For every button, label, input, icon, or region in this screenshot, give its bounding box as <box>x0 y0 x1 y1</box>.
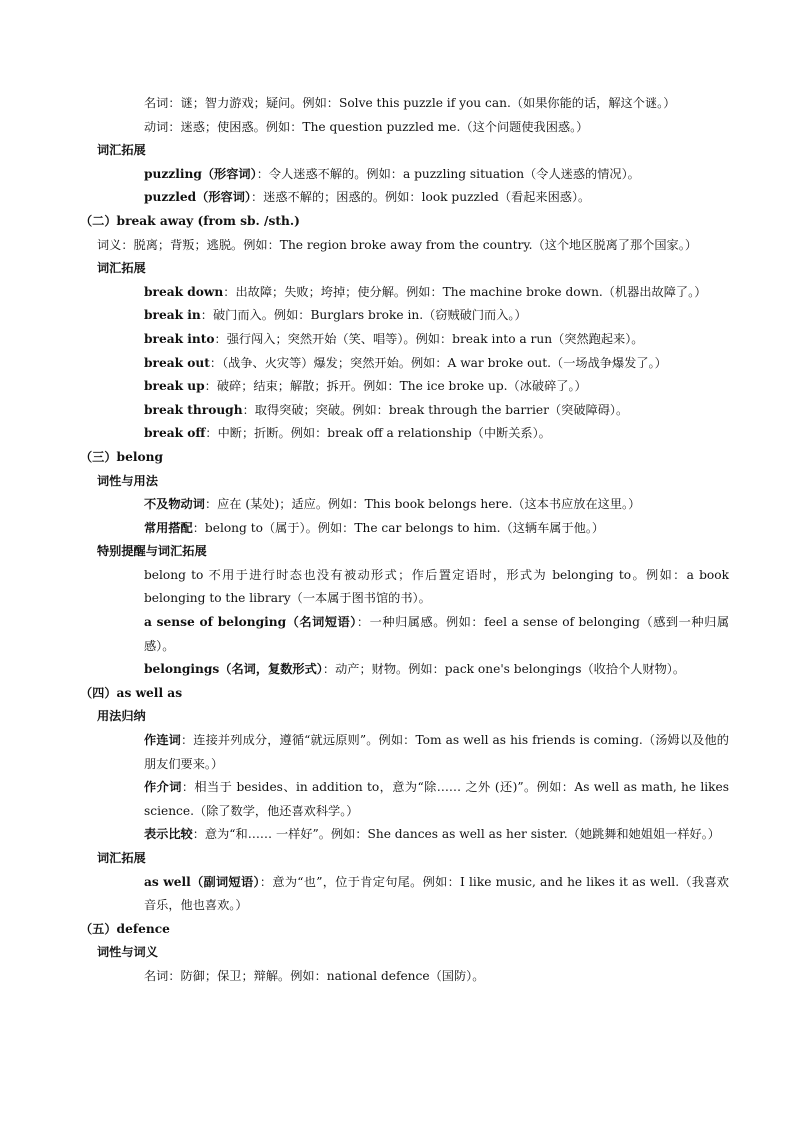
entry-term: break down <box>144 284 224 299</box>
entry-term: puzzled（形容词） <box>144 190 251 205</box>
entry-line <box>0 92 794 116</box>
definition-line: 词义：脱离；背叛；逃脱。例如：The region broke away from the country.（这个地区脱离了那个国家。） <box>97 237 698 252</box>
entry-text: ：破碎；结束；解散；拆开。例如：The ice broke up.（冰破碎了。） <box>204 379 587 394</box>
entry-text: 动词：迷惑；使困惑。例如：The question puzzled me.（这个问题使我困惑。） <box>144 119 589 134</box>
entry-term: 作连词 <box>144 733 181 748</box>
entry-line <box>0 281 794 305</box>
entry-line <box>0 186 794 210</box>
entry-line <box>0 375 794 399</box>
entry-text: ：一种归属感。例如：feel a sense of belonging（感到一种归属感）。 <box>144 615 730 653</box>
entry-line <box>0 399 794 423</box>
entry-text: ：belong to（属于）。例如：The car belongs to him.（这辆车属于他。） <box>192 520 605 535</box>
entry-line <box>0 352 794 376</box>
entry-line <box>0 163 794 187</box>
entry-text: ：令人迷惑不解的。例如：a puzzling situation（令人迷惑的情况）。 <box>256 166 640 181</box>
section-heading: （五）defence <box>80 921 170 936</box>
entry-term: a sense of belonging（名词短语） <box>144 615 357 630</box>
entry-line <box>0 658 794 682</box>
entry-term: belongings（名词，复数形式） <box>144 662 323 677</box>
entry-term: break in <box>144 308 201 323</box>
document-page <box>0 92 794 989</box>
entry-text: 名词：谜；智力游戏；疑问。例如：Solve this puzzle if you can.（如果你能的话，解这个谜。） <box>144 96 676 110</box>
subsection-heading: 词汇拓展 <box>97 851 146 865</box>
subsection-heading: 词汇拓展 <box>97 261 146 276</box>
subsection-heading: 词性与用法 <box>97 473 158 488</box>
entry-text: ：取得突破；突破。例如：break through the barrier（突破障碍）。 <box>242 402 629 417</box>
entry-line <box>0 493 794 517</box>
section-heading: （三）belong <box>80 449 163 464</box>
subsection-heading: 用法归纳 <box>97 709 146 724</box>
entry-text: ：强行闯入；突然开始（笑、唱等）。例如：break into a run（突然跑起来）。 <box>214 331 644 346</box>
entry-term: break out <box>144 355 210 370</box>
entry-text: ：连接并列成分，遵循“就远原则”。例如：Tom as well as his friends is coming.（汤姆以及他的朋友们要来。） <box>144 733 729 771</box>
entry-term: 表示比较 <box>144 827 193 842</box>
entry-line <box>0 517 794 541</box>
entry-text: 名词：防御；保卫；辩解。例如：national defence（国防）。 <box>144 968 485 983</box>
section-heading: （四）as well as <box>80 685 183 700</box>
entry-text: ：迷惑不解的；困惑的。例如：look puzzled（看起来困惑）。 <box>250 190 591 205</box>
entry-term: break off <box>144 426 206 441</box>
subsection-heading: 词汇拓展 <box>97 143 146 158</box>
entry-text: ：出故障；失败；垮掉；使分解。例如：The machine broke down.（机器出故障了。） <box>223 284 707 299</box>
entry-term: 常用搭配 <box>144 520 193 535</box>
entry-line <box>0 328 794 352</box>
entry-text: ：破门而入。例如：Burglars broke in.（窃贼破门而入。） <box>200 308 527 323</box>
entry-term: break into <box>144 331 215 346</box>
entry-term: puzzling（形容词） <box>144 166 257 181</box>
entry-paragraph <box>0 564 729 611</box>
entry-term: break up <box>144 379 205 394</box>
entry-term: break through <box>144 402 243 417</box>
entry-paragraph <box>0 823 729 847</box>
subsection-heading: 词性与词义 <box>97 945 158 960</box>
entry-line <box>0 422 794 446</box>
entry-text: belong to 不用于进行时态也没有被动形式；作后置定语时，形式为 belonging to。例如：a book belonging to the library（一本属于图书馆的书）。 <box>144 567 729 606</box>
entry-line <box>0 116 794 140</box>
entry-text: ：应在 (某处)；适应。例如：This book belongs here.（这本书应放在这里。） <box>204 497 641 512</box>
entry-term: 不及物动词 <box>144 497 205 512</box>
subsection-heading: 特别提醒与词汇拓展 <box>97 544 207 559</box>
entry-paragraph <box>0 871 729 918</box>
entry-text: ：意为“和…… 一样好”。例如：She dances as well as her sister.（她跳舞和她姐姐一样好。） <box>192 827 720 842</box>
entry-text: ：动产；财物。例如：pack one's belongings（收拾个人财物）。 <box>322 662 686 677</box>
entry-text: ：（战争、火灾等）爆发；突然开始。例如：A war broke out.（一场战争爆发了。） <box>209 355 667 370</box>
section-heading: （二）break away (from sb. /sth.) <box>80 213 300 228</box>
entry-line <box>0 304 794 328</box>
entry-text: ：中断；折断。例如：break off a relationship（中断关系）。 <box>205 426 551 441</box>
entry-paragraph <box>0 611 729 658</box>
entry-line <box>0 965 794 989</box>
entry-term: 作介词 <box>144 780 182 795</box>
entry-text: ：意为“也”，位于肯定句尾。例如：I like music, and he likes it as well.（我喜欢音乐，他也喜欢。） <box>144 874 729 913</box>
entry-text: ：相当于 besides、in addition to，意为“除…… 之外 (还)”。例如：As well as math, he likes science.（除了数学，他还喜欢科学。） <box>144 780 729 818</box>
entry-paragraph <box>0 729 729 776</box>
entry-paragraph <box>0 776 729 823</box>
entry-term: as well（副词短语） <box>144 874 260 889</box>
